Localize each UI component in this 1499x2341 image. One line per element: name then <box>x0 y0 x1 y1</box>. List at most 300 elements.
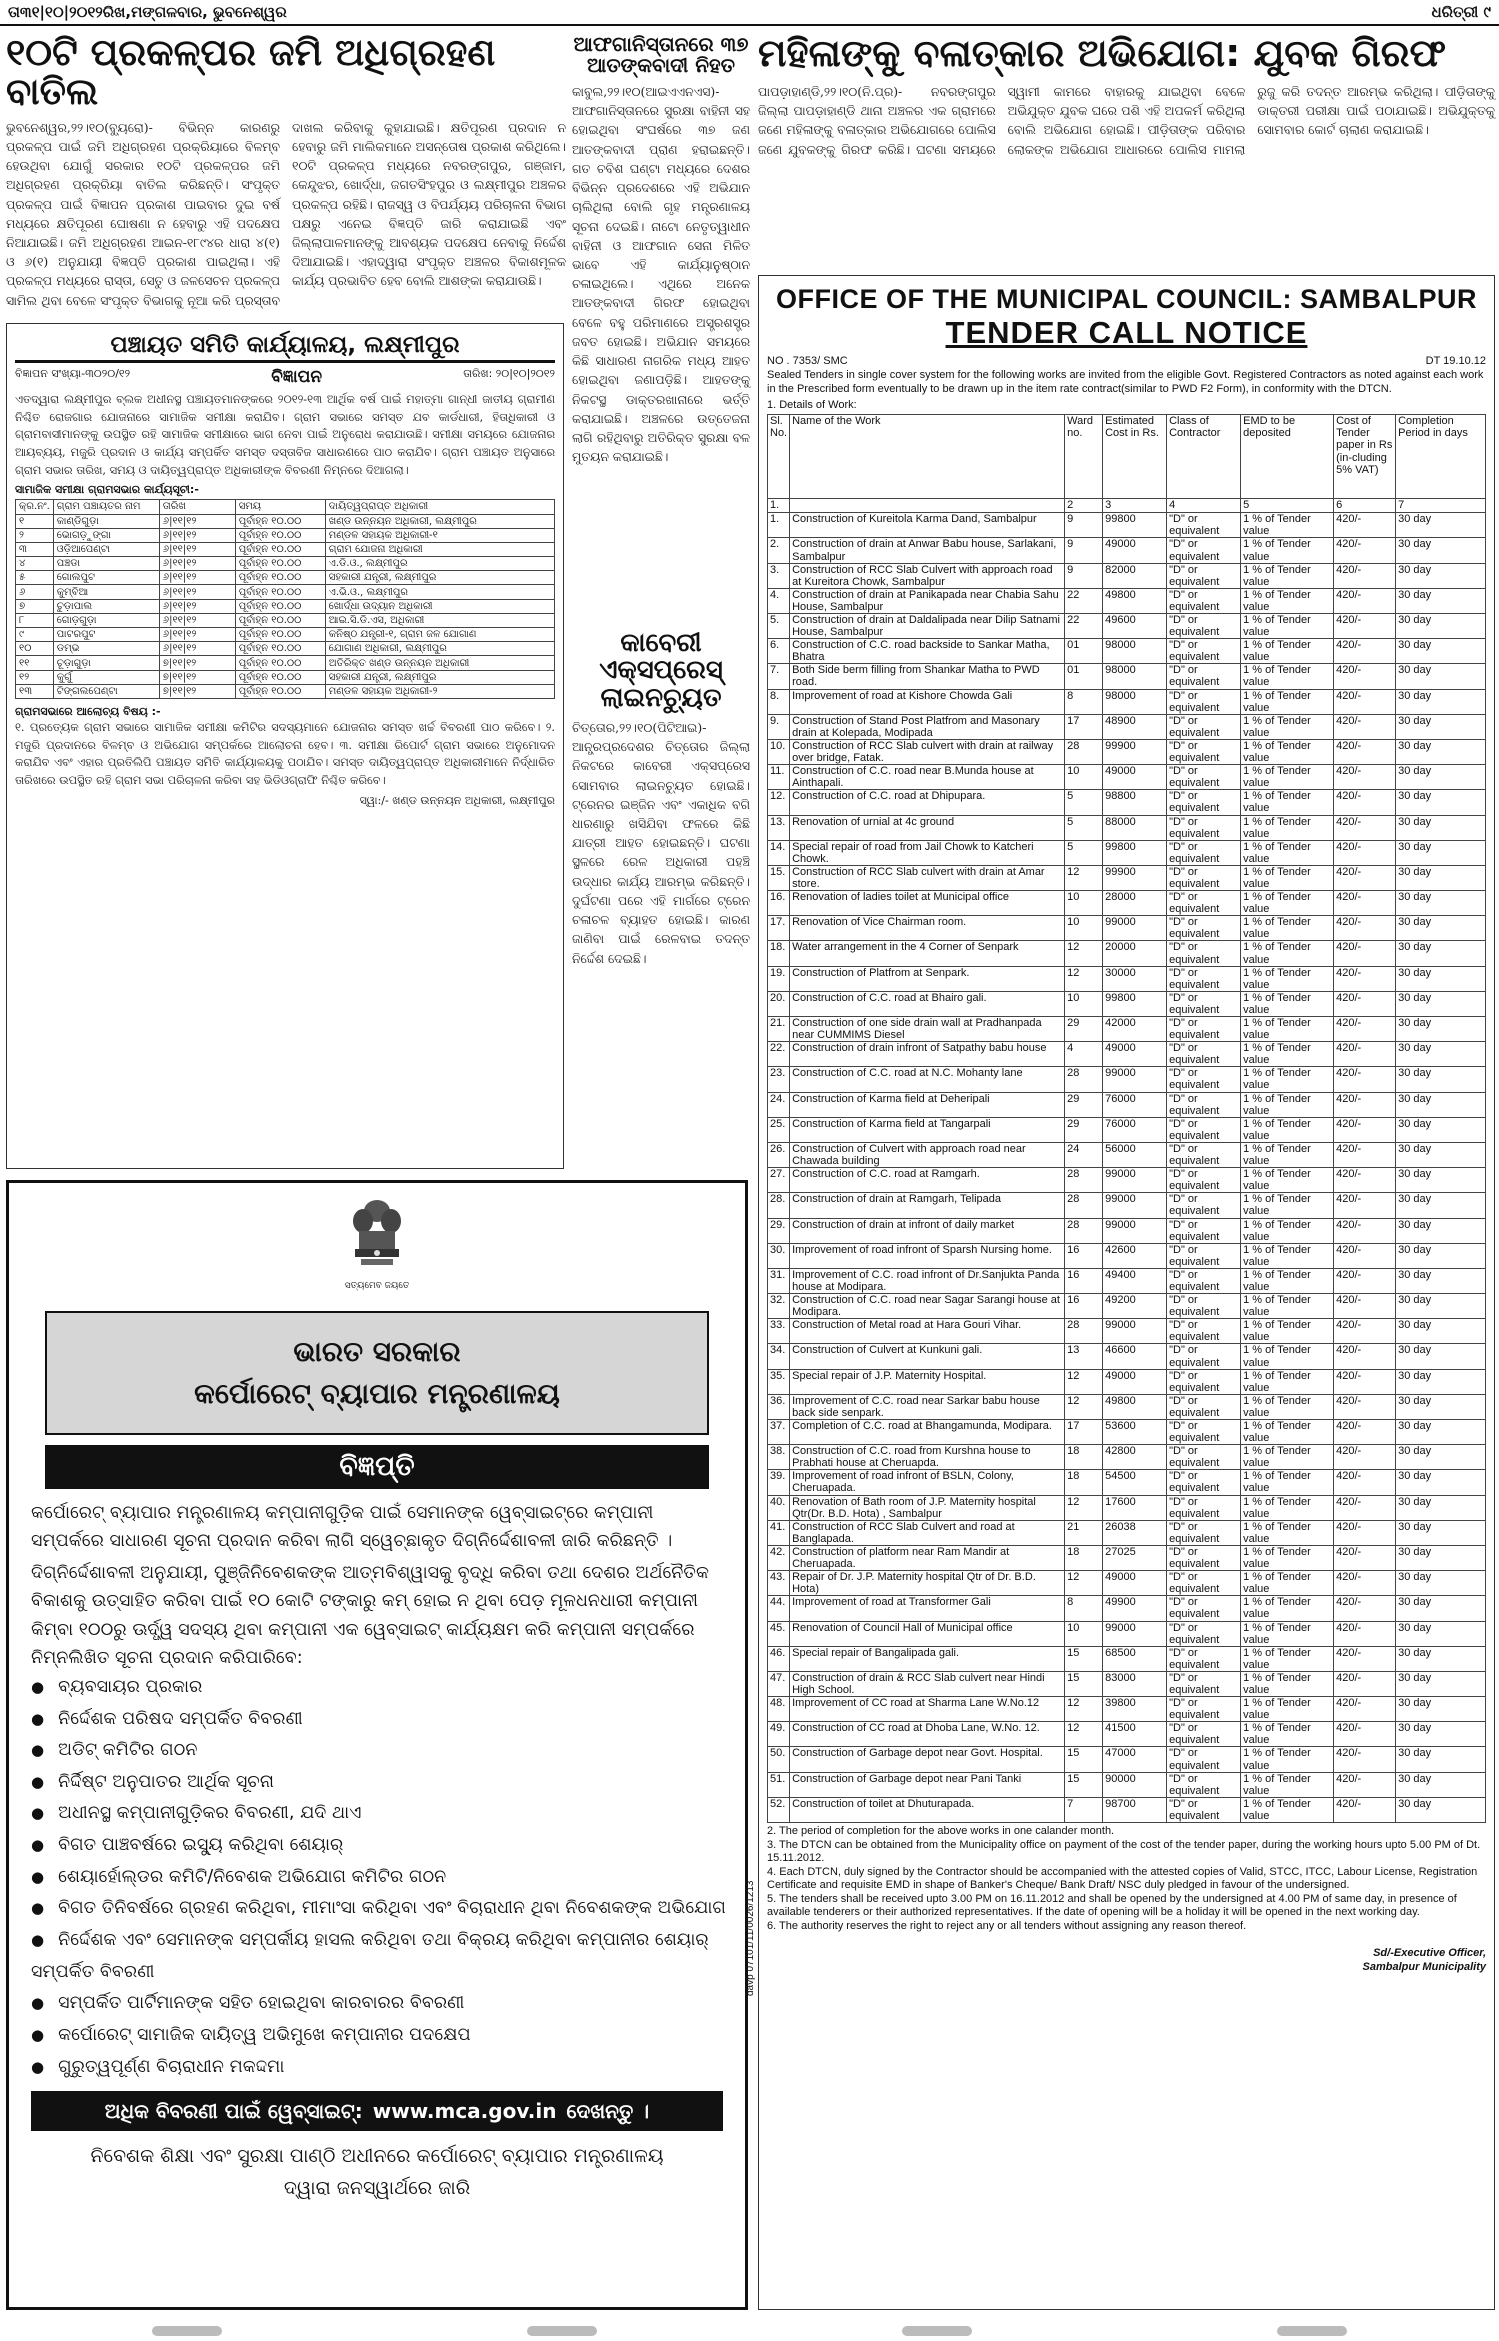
tender-cell-paper: 420/- <box>1334 1671 1396 1696</box>
tender-cell-ward: 18 <box>1065 1445 1103 1470</box>
tender-cell-cls: "D" or equivalent <box>1167 1797 1241 1822</box>
table-row <box>768 513 1486 538</box>
tender-cell-cost: 99000 <box>1103 1621 1167 1646</box>
tender-cell-emd: 1 % of Tender value <box>1241 1142 1334 1167</box>
tender-cell-days: 30 day <box>1396 739 1486 764</box>
tender-cell-days: 30 day <box>1396 714 1486 739</box>
tender-cell-sl: 34. <box>768 1344 790 1369</box>
table-row <box>768 790 1486 815</box>
tender-cell-days: 30 day <box>1396 916 1486 941</box>
tender-cell-sl: 11. <box>768 765 790 790</box>
table-row <box>16 585 555 599</box>
web-url[interactable]: www.mca.gov.in <box>372 2099 557 2124</box>
tender-cell-emd: 1 % of Tender value <box>1241 1470 1334 1495</box>
tender-note: 4. Each DTCN, duly signed by the Contractor should be accompanied with the attested copies of Valid, STCC, ITCC, Labour License, Registration Certificate and requisite EMD in shape of Banker's Cheque/ Bank Draft/ NSC duly pledged in favour of the undersigned. <box>767 1865 1478 1891</box>
tender-cell-cost: 26038 <box>1103 1520 1167 1545</box>
tender-cell-sl: 29. <box>768 1218 790 1243</box>
tender-cell-sl: 3. <box>768 563 790 588</box>
tender-cell-name: Renovation of Vice Chairman room. <box>790 916 1065 941</box>
panchayat-cell-no: ୩ <box>16 542 54 556</box>
table-row <box>768 1697 1486 1722</box>
panchayat-cell-time: ପୂର୍ବାହ୍ନ ୧୦.୦୦ <box>235 557 325 571</box>
table-row <box>768 966 1486 991</box>
tender-note: 5. The tenders shall be received upto 3.00 PM on 16.11.2012 and shall be opened by the undersigned at 4.00 PM of same day, in presence of available tenderers or their authorized representatives. If the date of opening will be a holiday it will be opened in the next working day. <box>767 1892 1457 1918</box>
tender-cell-emd: 1 % of Tender value <box>1241 1268 1334 1293</box>
tender-cell-emd: 1 % of Tender value <box>1241 891 1334 916</box>
tender-cell-cls: "D" or equivalent <box>1167 1772 1241 1797</box>
tender-cell-cls: "D" or equivalent <box>1167 1294 1241 1319</box>
tender-cell-emd: 1 % of Tender value <box>1241 563 1334 588</box>
tender-cell-name: Construction of Garbage depot near Pani Tanki <box>790 1772 1065 1797</box>
tender-cell-name: Construction of Stand Post Platfrom and Masonary drain at Kolepada, Modipada <box>790 714 1065 739</box>
tender-cell-paper: 420/- <box>1334 1294 1396 1319</box>
tender-cell-ward: 22 <box>1065 614 1103 639</box>
tender-cell-sl: 38. <box>768 1445 790 1470</box>
tender-cell-emd: 1 % of Tender value <box>1241 840 1334 865</box>
tender-cell-cls: "D" or equivalent <box>1167 513 1241 538</box>
tender-cell-ward: 21 <box>1065 1520 1103 1545</box>
table-row <box>768 840 1486 865</box>
panchayat-cell-time: ପୂର୍ବାହ୍ନ ୧୦.୦୦ <box>235 642 325 656</box>
tender-cell-cls: "D" or equivalent <box>1167 1193 1241 1218</box>
story-assault-arrest <box>758 31 1495 270</box>
tender-cell-cost: 99000 <box>1103 1218 1167 1243</box>
tender-cell-ward: 12 <box>1065 1571 1103 1596</box>
panchayat-cell-time: ପୂର୍ବାହ୍ନ ୧୦.୦୦ <box>235 542 325 556</box>
tender-cell-name: Construction of one side drain wall at Pradhanpada near CUMMIMS Diesel <box>790 1017 1065 1042</box>
tender-cell-days: 30 day <box>1396 1193 1486 1218</box>
tender-cell-paper: 420/- <box>1334 1772 1396 1797</box>
tender-cell-cls: "D" or equivalent <box>1167 891 1241 916</box>
tender-cell-emd: 1 % of Tender value <box>1241 1218 1334 1243</box>
tender-cell-cls: "D" or equivalent <box>1167 1117 1241 1142</box>
tender-cell-name: Construction of drain at Daldalipada near Dilip Satnami House, Sambalpur <box>790 614 1065 639</box>
tender-cell-days: 30 day <box>1396 1369 1486 1394</box>
tender-cell-sl: 12. <box>768 790 790 815</box>
story-body: ଚିତ୍ତୋର,୨୨।୧୦(ପିଟିଆଇ)- ଆନ୍ଧ୍ରପ୍ରଦେଶର ଚିତ୍ତୋର ଜିଲ୍ଲା ନିକଟରେ କାବେରୀ ଏକ୍ସପ୍ରେସ ସୋମବାର ଲାଇନଚ୍ୟୁତ ହୋଇଛି। ଟ୍ରେନର ଇଞ୍ଜିନ ଏବଂ ଏକାଧିକ ବଗି ଧାରଣାରୁ ଖସିଯିବା ଫଳରେ କିଛି ଯାତ୍ରୀ ଆହତ ହୋଇଛନ୍ତି। ଘଟଣା ସ୍ଥଳରେ ରେଳ ଅଧିକାରୀ ପହଞ୍ଚି ଉଦ୍ଧାର କାର୍ଯ୍ୟ ଆରମ୍ଭ କରିଛନ୍ତି। ଦୁର୍ଘଟଣା ପରେ ଏହି ମାର୍ଗରେ ଟ୍ରେନ ଚଳାଚଳ ବ୍ୟାହତ ହୋଇଛି। କାରଣ ଜାଣିବା ପାଇଁ ରେଳବାଇ ତଦନ୍ତ ନିର୍ଦ୍ଦେଶ ଦେଇଛି। <box>572 719 750 966</box>
tender-header-cell: Sl. No. <box>768 415 790 499</box>
panchayat-cell-date: ୬|୧୧|୧୨ <box>159 613 235 627</box>
tender-notice <box>745 275 1495 2310</box>
tender-cell-days: 30 day <box>1396 538 1486 563</box>
mca-footer-1: ନିବେଶକ ଶିକ୍ଷା ଏବଂ ସୁରକ୍ଷା ପାଣ୍ଠି ଅଧୀନରେ କର୍ପୋରେଟ୍ ବ୍ୟାପାର ମନ୍ତ୍ରଣାଳୟ <box>90 2145 664 2168</box>
tender-cell-ward: 01 <box>1065 639 1103 664</box>
tender-cell-sl: 44. <box>768 1596 790 1621</box>
panchayat-cell-gp: କୁମ୍ବିଆ <box>53 585 159 599</box>
panchayat-cell-officer: ମଣ୍ଡଳ ସହାୟକ ଅଧିକାରୀ-୧ <box>325 528 554 542</box>
tender-cell-name: Renovation of urnial at 4c ground <box>790 815 1065 840</box>
tender-cell-cls: "D" or equivalent <box>1167 765 1241 790</box>
tender-cell-ward: 15 <box>1065 1772 1103 1797</box>
tender-cell-sl: 50. <box>768 1747 790 1772</box>
panchayat-cell-date: ୬|୧୧|୧୨ <box>159 642 235 656</box>
tender-office: OFFICE OF THE MUNICIPAL COUNCIL: SAMBALPUR <box>776 284 1477 314</box>
tender-cell-paper: 420/- <box>1334 1495 1396 1520</box>
tender-cell-cost: 54500 <box>1103 1470 1167 1495</box>
tender-cell-name: Both Side berm filling from Shankar Matha to PWD road. <box>790 664 1065 689</box>
tender-cell-name: Water arrangement in the 4 Corner of Senpark <box>790 941 1065 966</box>
tender-cell-days: 30 day <box>1396 1268 1486 1293</box>
tender-cell-name: Construction of drain at Anwar Babu house, Sarlakani, Sambalpur <box>790 538 1065 563</box>
story-headline: ୧୦ଟି ପ୍ରକଳ୍ପର ଜମି ଅଧିଗ୍ରହଣ ବାତିଲ <box>6 31 496 113</box>
table-row <box>16 684 555 698</box>
tender-cell-ward: 15 <box>1065 1747 1103 1772</box>
tender-cell-emd: 1 % of Tender value <box>1241 941 1334 966</box>
tender-cell-cls: "D" or equivalent <box>1167 739 1241 764</box>
table-row <box>16 670 555 684</box>
panchayat-cell-time: ପୂର୍ବାହ୍ନ ୧୦.୦୦ <box>235 514 325 528</box>
panchayat-cell-officer: ସହକାରୀ ଯନ୍ତ୍ରୀ, ଲକ୍ଷ୍ମୀପୁର <box>325 571 554 585</box>
tender-cell-emd: 1 % of Tender value <box>1241 1394 1334 1419</box>
tender-cell-cost: 99000 <box>1103 1193 1167 1218</box>
tender-cell-name: Construction of Culvert with approach road near Chawada building <box>790 1142 1065 1167</box>
tender-cell-paper: 420/- <box>1334 1067 1396 1092</box>
tender-cell-name: Construction of drain & RCC Slab culvert near Hindi High School. <box>790 1671 1065 1696</box>
tender-title: TENDER CALL NOTICE <box>945 315 1308 350</box>
tender-cell-sl: 7. <box>768 664 790 689</box>
tender-cell-emd: 1 % of Tender value <box>1241 1294 1334 1319</box>
panchayat-header-cell: ତାରିଖ <box>159 500 235 514</box>
tender-cell-paper: 420/- <box>1334 1621 1396 1646</box>
tender-cell-days: 30 day <box>1396 1142 1486 1167</box>
panchayat-header-row <box>16 500 555 514</box>
tender-cell-emd: 1 % of Tender value <box>1241 1168 1334 1193</box>
tender-cell-name: Construction of drain at Panikapada near Chabia Sahu House, Sambalpur <box>790 588 1065 613</box>
tender-cell-paper: 420/- <box>1334 1646 1396 1671</box>
tender-cell-sl: 51. <box>768 1772 790 1797</box>
tender-col-number <box>790 499 1065 513</box>
tender-cell-name: Construction of C.C. road near Sagar Sarangi house at Modipara. <box>790 1294 1065 1319</box>
tender-cell-ward: 28 <box>1065 1193 1103 1218</box>
tender-cell-paper: 420/- <box>1334 1420 1396 1445</box>
tender-cell-name: Improvement of C.C. road near Sarkar babu house back side senpark. <box>790 1394 1065 1419</box>
tender-cell-sl: 20. <box>768 991 790 1016</box>
tender-cell-sl: 25. <box>768 1117 790 1142</box>
tender-cell-sl: 8. <box>768 689 790 714</box>
table-row <box>16 628 555 642</box>
tender-cell-sl: 9. <box>768 714 790 739</box>
table-row <box>768 1722 1486 1747</box>
tender-cell-name: Improvement of road infront of BSLN, Colony, Cheruapada. <box>790 1470 1065 1495</box>
tender-cell-sl: 6. <box>768 639 790 664</box>
tender-cell-ward: 01 <box>1065 664 1103 689</box>
table-row <box>768 588 1486 613</box>
table-row <box>768 1646 1486 1671</box>
tender-cell-ward: 28 <box>1065 1067 1103 1092</box>
panchayat-header-cell: ଦାୟିତ୍ୱପ୍ରାପ୍ତ ଅଧିକାରୀ <box>325 500 554 514</box>
tender-cell-paper: 420/- <box>1334 790 1396 815</box>
tender-cell-cost: 99800 <box>1103 513 1167 538</box>
tender-cell-sl: 28. <box>768 1193 790 1218</box>
tender-cell-days: 30 day <box>1396 1596 1486 1621</box>
panchayat-cell-officer: ଖୋର୍ଦ୍ଧା ଉଦ୍ୟାନ ଅଧିକାରୀ <box>325 599 554 613</box>
tender-cell-ward: 17 <box>1065 1420 1103 1445</box>
tender-cell-cls: "D" or equivalent <box>1167 1369 1241 1394</box>
tender-cell-cls: "D" or equivalent <box>1167 1470 1241 1495</box>
table-row <box>768 1394 1486 1419</box>
tender-cell-days: 30 day <box>1396 966 1486 991</box>
list-item: ● ଗୁରୁତ୍ୱପୂର୍ଣ୍ଣ ବିଚାରାଧୀନ ମକଦ୍ଦମା <box>31 2052 745 2084</box>
tender-cell-name: Renovation of Council Hall of Municipal office <box>790 1621 1065 1646</box>
tender-cell-days: 30 day <box>1396 1797 1486 1822</box>
tender-cell-cls: "D" or equivalent <box>1167 664 1241 689</box>
panchayat-cell-time: ପୂର୍ବାହ୍ନ ୧୦.୦୦ <box>235 613 325 627</box>
tender-cell-ward: 16 <box>1065 1268 1103 1293</box>
tender-cell-days: 30 day <box>1396 1445 1486 1470</box>
tender-cell-sl: 5. <box>768 614 790 639</box>
tender-cell-cost: 47000 <box>1103 1747 1167 1772</box>
tender-cell-sl: 30. <box>768 1243 790 1268</box>
tender-cell-emd: 1 % of Tender value <box>1241 1193 1334 1218</box>
tender-cell-emd: 1 % of Tender value <box>1241 664 1334 689</box>
tender-cell-name: Construction of RCC Slab culvert with drain at Amar store. <box>790 865 1065 890</box>
tender-cell-emd: 1 % of Tender value <box>1241 639 1334 664</box>
table-row <box>768 1017 1486 1042</box>
tender-cell-name: Special repair of J.P. Maternity Hospital. <box>790 1369 1065 1394</box>
panchayat-cell-no: ୧୦ <box>16 642 54 656</box>
tender-cell-name: Construction of drain at Ramgarh, Telipada <box>790 1193 1065 1218</box>
tender-cell-cost: 98700 <box>1103 1797 1167 1822</box>
panchayat-header-cell: ସମୟ <box>235 500 325 514</box>
tender-cell-days: 30 day <box>1396 1294 1486 1319</box>
tender-cell-ward: 12 <box>1065 865 1103 890</box>
panchayat-cell-no: ୭ <box>16 599 54 613</box>
tender-cell-paper: 420/- <box>1334 1520 1396 1545</box>
tender-cell-emd: 1 % of Tender value <box>1241 1445 1334 1470</box>
tender-col-number: 2 <box>1065 499 1103 513</box>
table-row <box>16 613 555 627</box>
tender-cell-ward: 8 <box>1065 1596 1103 1621</box>
tender-signatory-place: Sambalpur Municipality <box>1362 1960 1486 1973</box>
table-row <box>768 991 1486 1016</box>
tender-cell-emd: 1 % of Tender value <box>1241 1772 1334 1797</box>
tender-cell-name: Construction of C.C. road near B.Munda house at Ainthapali. <box>790 765 1065 790</box>
panchayat-cell-date: ୬|୧୧|୧୨ <box>159 514 235 528</box>
story-headline: ଆଫଗାନିସ୍ତାନରେ ୩୭ ଆତଙ୍କବାଦୀ ନିହତ <box>573 32 749 77</box>
tender-signatory: Sd/-Executive Officer, <box>1373 1946 1486 1959</box>
panchayat-cell-gp: ଡମ୍ଭ <box>53 642 159 656</box>
tender-cell-cls: "D" or equivalent <box>1167 790 1241 815</box>
tender-cell-sl: 24. <box>768 1092 790 1117</box>
table-row <box>16 528 555 542</box>
panchayat-footer: ୧. ପ୍ରତ୍ୟେକ ଗ୍ରାମ ସଭାରେ ସାମାଜିକ ସମୀକ୍ଷା କମିଟିର ସଦସ୍ୟମାନେ ଯୋଜନାର ସମସ୍ତ ଖର୍ଚ୍ଚ ବିବରଣୀ ପାଠ କରିବେ। ୨. ମଜୁରି ପ୍ରଦାନରେ ବିଳମ୍ବ ଓ ଅଭିଯୋଗ ସମ୍ପର୍କରେ ଆଲୋଚନା ହେବ। ୩. ସମୀକ୍ଷା ରିପୋର୍ଟ ଗ୍ରାମ ସଭାରେ ଅନୁମୋଦନ କରାଯିବ ଏବଂ ଏହାର ପ୍ରତିଲିପି ପଞ୍ଚାୟତ ସମିତି କାର୍ଯ୍ୟାଳୟକୁ ପଠାଯିବ। ସମସ୍ତ ଦାୟିତ୍ୱପ୍ରାପ୍ତ ଅଧିକାରୀମାନେ ନିର୍ଦ୍ଧାରିତ ତାରିଖରେ ଉପସ୍ଥିତ ରହି ଗ୍ରାମ ସଭା ପରିଚାଳନା କରିବା ସହ ଭିଡିଓଗ୍ରାଫି ନିଶ୍ଚିତ କରିବେ। <box>15 719 555 787</box>
table-row <box>768 891 1486 916</box>
mca-footer <box>9 2141 745 2204</box>
panchayat-cell-no: ୪ <box>16 557 54 571</box>
tender-cell-sl: 31. <box>768 1268 790 1293</box>
tender-cell-emd: 1 % of Tender value <box>1241 1344 1334 1369</box>
tender-cell-cls: "D" or equivalent <box>1167 1067 1241 1092</box>
tender-cell-emd: 1 % of Tender value <box>1241 1596 1334 1621</box>
tender-cell-cls: "D" or equivalent <box>1167 991 1241 1016</box>
panchayat-cell-officer: ସହକାରୀ ଯନ୍ତ୍ରୀ, ଲକ୍ଷ୍ମୀପୁର <box>325 670 554 684</box>
tender-cell-cost: 49000 <box>1103 765 1167 790</box>
tender-cell-cls: "D" or equivalent <box>1167 1445 1241 1470</box>
tender-cell-name: Construction of Platfrom at Senpark. <box>790 966 1065 991</box>
tender-cell-sl: 16. <box>768 891 790 916</box>
gov-box <box>45 1311 709 1435</box>
tender-cell-paper: 420/- <box>1334 1747 1396 1772</box>
tender-cell-ward: 5 <box>1065 840 1103 865</box>
tender-cell-days: 30 day <box>1396 1747 1486 1772</box>
tender-cell-name: Construction of Garbage depot near Govt. Hospital. <box>790 1747 1065 1772</box>
tender-cell-days: 30 day <box>1396 664 1486 689</box>
tender-cell-days: 30 day <box>1396 1344 1486 1369</box>
tender-col-number: 7 <box>1396 499 1486 513</box>
panchayat-cell-no: ୧୧ <box>16 656 54 670</box>
panchayat-cell-officer: ଆଇ.ସି.ଡି.ଏସ, ଅଧିକାରୀ <box>325 613 554 627</box>
tender-works-table <box>767 414 1486 1823</box>
tender-cell-emd: 1 % of Tender value <box>1241 1747 1334 1772</box>
tender-cell-sl: 41. <box>768 1520 790 1545</box>
tender-intro: Sealed Tenders in single cover system for the following works are invited from the eligible Govt. Registered Contractors as noted against each work in the Prescribed form eventually to be drawn up in the item rate contract(similar to PWD F2 Form), in conformity with the DTCN. <box>767 369 1484 395</box>
tender-cell-emd: 1 % of Tender value <box>1241 1520 1334 1545</box>
list-item: ● ନିର୍ଦ୍ଦିଷ୍ଟ ଅନୁପାତର ଆର୍ଥିକ ସୂଚନା <box>31 1767 745 1799</box>
panchayat-cell-time: ପୂର୍ବାହ୍ନ ୧୦.୦୦ <box>235 585 325 599</box>
tender-cell-emd: 1 % of Tender value <box>1241 739 1334 764</box>
footer-marker <box>902 2326 972 2336</box>
tender-cell-cls: "D" or equivalent <box>1167 1168 1241 1193</box>
tender-cell-name: Renovation of ladies toilet at Municipal office <box>790 891 1065 916</box>
tender-cell-cls: "D" or equivalent <box>1167 1394 1241 1419</box>
tender-cell-emd: 1 % of Tender value <box>1241 1571 1334 1596</box>
tender-cell-ward: 28 <box>1065 1319 1103 1344</box>
tender-cell-cls: "D" or equivalent <box>1167 1243 1241 1268</box>
tender-cell-cost: 41500 <box>1103 1722 1167 1747</box>
panchayat-cell-gp: ଚୂଡ଼ାଗୁଡ଼ା <box>53 656 159 670</box>
tender-cell-ward: 16 <box>1065 1294 1103 1319</box>
tender-cell-ward: 12 <box>1065 1697 1103 1722</box>
gov-line-1: ଭାରତ ସରକାର <box>293 1335 461 1368</box>
mca-notice <box>6 1180 748 2310</box>
tender-cell-cls: "D" or equivalent <box>1167 1545 1241 1570</box>
panchayat-cell-date: ୬|୧୧|୧୨ <box>159 585 235 599</box>
tender-cell-cls: "D" or equivalent <box>1167 1042 1241 1067</box>
tender-cell-days: 30 day <box>1396 1117 1486 1142</box>
date-line: ତା୩୧|୧୦|୨୦୧୨ରିଖ,ମଙ୍ଗଳବାର, ଭୁବନେଶ୍ୱର <box>8 3 287 21</box>
tender-cell-paper: 420/- <box>1334 689 1396 714</box>
list-item: ● ଶେୟାର୍ହୋଲ୍ଡର କମିଟି/ନିବେଶକ ଅଭିଯୋଗ କମିଟିର ଗଠନ <box>31 1862 745 1894</box>
mca-item-list <box>9 1672 745 2084</box>
tender-cell-days: 30 day <box>1396 614 1486 639</box>
tender-cell-sl: 46. <box>768 1646 790 1671</box>
masthead <box>0 0 1499 26</box>
tender-cell-cost: 28000 <box>1103 891 1167 916</box>
table-row <box>16 514 555 528</box>
tender-cell-cls: "D" or equivalent <box>1167 1218 1241 1243</box>
web-label: ଅଧିକ ବିବରଣୀ ପାଇଁ ୱେବ୍ସାଇଟ୍: <box>104 2099 363 2124</box>
tender-cell-sl: 14. <box>768 840 790 865</box>
tender-cell-days: 30 day <box>1396 941 1486 966</box>
tender-cell-ward: 28 <box>1065 1218 1103 1243</box>
tender-cell-name: Construction of RCC Slab culvert with drain at railway over bridge, Fatak. <box>790 739 1065 764</box>
table-row <box>768 1671 1486 1696</box>
panchayat-cell-officer: ଯୋଗାଣ ଅଧିକାରୀ, ଲକ୍ଷ୍ମୀପୁର <box>325 642 554 656</box>
list-item: ● ବିଗତ ପାଞ୍ଚବର୍ଷରେ ଇସ୍ୟୁ କରିଥିବା ଶେୟାର୍ <box>31 1830 745 1862</box>
panchayat-cell-no: ୯ <box>16 628 54 642</box>
tender-cell-name: Improvement of C.C. road infront of Dr.Sanjukta Panda house at Modipara. <box>790 1268 1065 1293</box>
tender-cell-sl: 27. <box>768 1168 790 1193</box>
table-row <box>16 571 555 585</box>
tender-cell-cls: "D" or equivalent <box>1167 1571 1241 1596</box>
table-row <box>768 664 1486 689</box>
table-row <box>768 1545 1486 1570</box>
panchayat-cell-no: ୧୨ <box>16 670 54 684</box>
footer-marker <box>527 2326 597 2336</box>
tender-cell-cost: 76000 <box>1103 1092 1167 1117</box>
tender-cell-ward: 15 <box>1065 1671 1103 1696</box>
mca-para-2: ଦିଗ୍ନିର୍ଦ୍ଦେଶାବଳୀ ଅନୁଯାୟୀ, ପୁଞ୍ଜିନିବେଶକଙ୍କ ଆତ୍ମବିଶ୍ୱାସକୁ ବୃଦ୍ଧି କରିବା ତଥା ଦେଶର ଅର୍ଥନୈତିକ ବିକାଶକୁ ଉତ୍ସାହିତ କରିବା ପାଇଁ ୧୦ କୋଟି ଟଙ୍କାରୁ କମ୍ ହୋଇ ନ ଥିବା ପେଡ଼ ମୂଳଧନଧାରୀ କମ୍ପାନୀ କିମ୍ବା ୧୦୦ରୁ ଊର୍ଦ୍ଧ୍ୱ ସଦସ୍ୟ ଥିବା କମ୍ପାନୀ ଏକ ୱେବ୍ସାଇଟ୍ କାର୍ଯ୍ୟକ୍ଷମ କରି କମ୍ପାନୀ ସମ୍ପର୍କରେ ନିମ୍ନଲିଖିତ ସୂଚନା ପ୍ରଦାନ କରିପାରିବେ: <box>31 1563 709 1668</box>
tender-cell-name: Repair of Dr. J.P. Maternity hospital Qtr of Dr. B.D. Hota) <box>790 1571 1065 1596</box>
table-row <box>16 656 555 670</box>
panchayat-cell-date: ୭|୧୧|୧୨ <box>159 656 235 670</box>
tender-cell-paper: 420/- <box>1334 1319 1396 1344</box>
table-row <box>16 599 555 613</box>
tender-cell-cost: 49400 <box>1103 1268 1167 1293</box>
ashoka-emblem-icon <box>347 1197 407 1279</box>
table-row <box>768 563 1486 588</box>
tender-cell-paper: 420/- <box>1334 815 1396 840</box>
tender-cell-cost: 39800 <box>1103 1697 1167 1722</box>
tender-cell-emd: 1 % of Tender value <box>1241 689 1334 714</box>
tender-cell-emd: 1 % of Tender value <box>1241 790 1334 815</box>
tender-cell-sl: 52. <box>768 1797 790 1822</box>
tender-cell-cls: "D" or equivalent <box>1167 1520 1241 1545</box>
web-suffix: ଦେଖନ୍ତୁ । <box>566 2099 650 2124</box>
list-item: ● ବିଗତ ତିନିବର୍ଷରେ ଗ୍ରହଣ କରିଥିବା, ମୀମାଂସା କରିଥିବା ଏବଂ ବିଚାରାଧୀନ ଥିବା ନିବେଶକଙ୍କ ଅଭିଯୋଗ <box>31 1893 745 1925</box>
tender-cell-paper: 420/- <box>1334 1722 1396 1747</box>
tender-cell-ward: 15 <box>1065 1646 1103 1671</box>
tender-cell-sl: 35. <box>768 1369 790 1394</box>
tender-cell-days: 30 day <box>1396 513 1486 538</box>
table-row <box>768 1142 1486 1167</box>
tender-cell-days: 30 day <box>1396 1671 1486 1696</box>
tender-cell-paper: 420/- <box>1334 1697 1396 1722</box>
tender-cell-cls: "D" or equivalent <box>1167 840 1241 865</box>
panchayat-cell-gp: ଭୋଗଡ଼ୁଙ୍ଗା <box>53 528 159 542</box>
tender-cell-emd: 1 % of Tender value <box>1241 1495 1334 1520</box>
table-row <box>768 1571 1486 1596</box>
tender-cell-sl: 10. <box>768 739 790 764</box>
tender-cell-sl: 49. <box>768 1722 790 1747</box>
tender-cell-cost: 76000 <box>1103 1117 1167 1142</box>
tender-cell-emd: 1 % of Tender value <box>1241 614 1334 639</box>
tender-cell-cost: 49800 <box>1103 588 1167 613</box>
panchayat-cell-officer: ମଣ୍ଡଳ ସହାୟକ ଅଧିକାରୀ-୨ <box>325 684 554 698</box>
tender-cell-sl: 17. <box>768 916 790 941</box>
tender-header-cell: Ward no. <box>1065 415 1103 499</box>
tender-cell-emd: 1 % of Tender value <box>1241 1092 1334 1117</box>
footer-marker <box>152 2326 222 2336</box>
tender-cell-emd: 1 % of Tender value <box>1241 1067 1334 1092</box>
tender-cell-ward: 12 <box>1065 966 1103 991</box>
tender-cell-name: Construction of C.C. road at N.C. Mohanty lane <box>790 1067 1065 1092</box>
table-row <box>768 1344 1486 1369</box>
tender-cell-cost: 48900 <box>1103 714 1167 739</box>
tender-cell-ward: 10 <box>1065 991 1103 1016</box>
tender-cell-sl: 42. <box>768 1545 790 1570</box>
tender-cell-emd: 1 % of Tender value <box>1241 966 1334 991</box>
tender-cell-paper: 420/- <box>1334 1142 1396 1167</box>
table-row <box>768 1168 1486 1193</box>
table-row <box>768 1067 1486 1092</box>
tender-cell-name: Completion of C.C. road at Bhangamunda, Modipara. <box>790 1420 1065 1445</box>
tender-details-label: 1. Details of Work: <box>767 398 857 411</box>
panchayat-cell-time: ପୂର୍ବାହ୍ନ ୧୦.୦୦ <box>235 628 325 642</box>
tender-cell-days: 30 day <box>1396 1092 1486 1117</box>
tender-cell-cost: 20000 <box>1103 941 1167 966</box>
table-row <box>768 1218 1486 1243</box>
